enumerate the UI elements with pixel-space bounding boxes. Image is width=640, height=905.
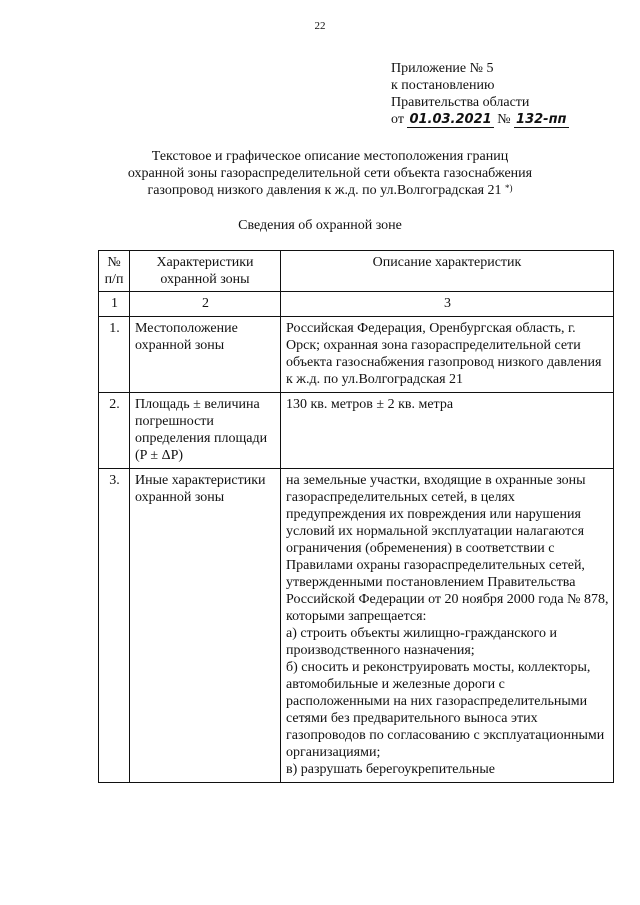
row-characteristic: Иные характеристики охранной зоны	[130, 469, 281, 783]
resolution-date: 01.03.2021	[409, 112, 492, 127]
table-header-row	[99, 251, 614, 292]
row-description: Российская Федерация, Оренбургская область, г. Орск; охранная зона газораспределительной сети объекта газоснабжения газопровод низкого давления к ж.д. по ул.Волгоградская 21	[281, 317, 614, 393]
title-line-3-text: газопровод низкого давления к ж.д. по ул.Волгоградская 21	[147, 183, 502, 198]
date-prefix: от	[391, 112, 404, 127]
restriction-intro: на земельные участки, входящие в охранные зоны газораспределительных сетей, в целях предупреждения их повреждения или нарушения условий их нормальной эксплуатации налагаются ограничения (обременения) в соответствии с Правилами охраны газораспределительных сетей, утвержденными постановлением Правительства Российской Федерации от 20 ноября 2000 года № 878, которыми запрещается:	[286, 473, 609, 624]
footnote-mark: *)	[505, 183, 513, 193]
table-row	[99, 317, 614, 393]
table-index-row	[99, 292, 614, 317]
row-characteristic: Площадь ± величина погрешности определения площади (P ± ΔP)	[130, 393, 281, 469]
restriction-item-a: а) строить объекты жилищно-гражданского и производственного назначения;	[286, 626, 557, 658]
page-number: 22	[314, 20, 326, 32]
number-prefix: №	[497, 112, 511, 127]
index-cell: 1	[99, 292, 130, 317]
title-line-3	[100, 182, 560, 199]
row-description: 130 кв. метров ± 2 кв. метра	[281, 393, 614, 469]
resolution-number: 132-пп	[516, 112, 567, 127]
title-line-1: Текстовое и графическое описание местоположения границ	[151, 149, 509, 164]
header-number: № п/п	[99, 251, 130, 292]
annex-title: Приложение № 5	[391, 61, 494, 76]
row-description	[281, 469, 614, 783]
title-line-2: охранной зоны газораспределительной сети объекта газоснабжения	[127, 166, 533, 181]
row-characteristic: Местоположение охранной зоны	[130, 317, 281, 393]
restriction-item-b: б) сносить и реконструировать мосты, коллекторы, автомобильные и железные дороги с расположенными на них газораспределительными сетями без предварительного выноса этих газопроводов по согласованию с эксплуатационными организациями;	[286, 660, 605, 760]
restriction-item-c: в) разрушать берегоукрепительные	[286, 762, 496, 777]
section-subtitle: Сведения об охранной зоне	[238, 218, 402, 233]
row-number: 1.	[99, 317, 130, 393]
table-row	[99, 393, 614, 469]
annex-date-line	[391, 111, 569, 128]
annex-header	[391, 60, 569, 128]
annex-line-2: к постановлению	[391, 78, 495, 93]
index-cell: 3	[281, 292, 614, 317]
header-description: Описание характеристик	[281, 251, 614, 292]
document-title	[100, 148, 560, 199]
table-row	[99, 469, 614, 783]
index-cell: 2	[130, 292, 281, 317]
row-number: 2.	[99, 393, 130, 469]
row-number: 3.	[99, 469, 130, 783]
header-characteristics: Характеристики охранной зоны	[130, 251, 281, 292]
annex-line-3: Правительства области	[391, 95, 530, 110]
protection-zone-table	[98, 250, 614, 783]
